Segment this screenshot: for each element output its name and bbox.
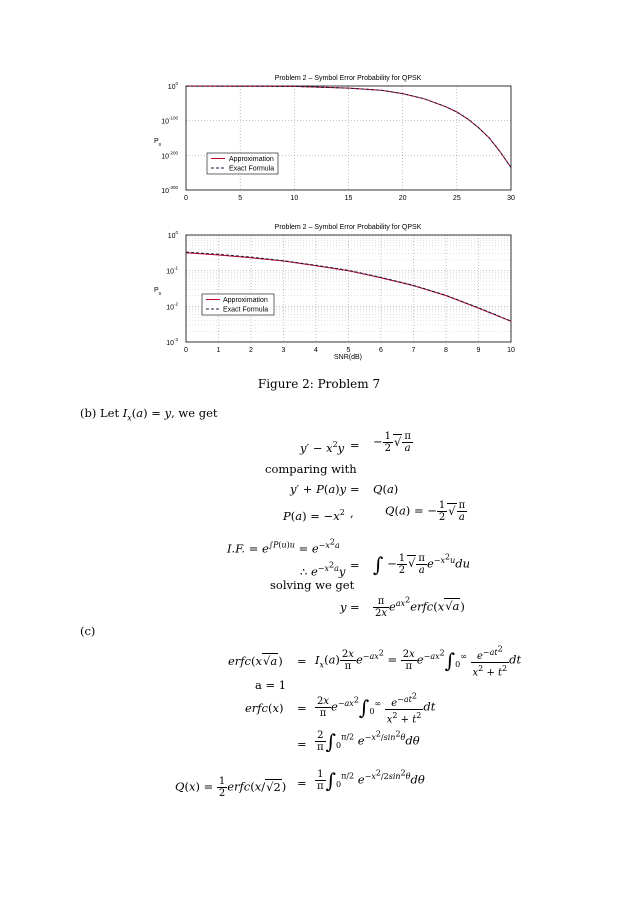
eq-c3-eq: =: [297, 701, 307, 715]
y-tick-label: $10^{-2}$: [166, 301, 178, 312]
eq-b4-if: I.F. = $e^{\int P(u)u} = e^{-x^2a}$: [227, 537, 340, 556]
eq-b1-eq: =: [350, 438, 360, 452]
y-tick-label: $10^{-100}$: [161, 115, 178, 126]
eq-c1-eq: =: [297, 654, 307, 668]
y-tick-label: $10^{-1}$: [166, 265, 178, 276]
eq-b6-rhs: $\frac{\pi}{2x}$ $e^{ax^2}erfc(x√a)$: [375, 595, 465, 619]
eq-b5-eq: =: [350, 558, 360, 572]
eq-c5-lhs: Q(x) = $\frac{1}{2}$ erfc(x/√2): [175, 776, 287, 799]
eq-b3-lhs: $P(a) = -x^2$: [283, 508, 345, 523]
x-tick-label: 3: [281, 347, 286, 354]
eq-b2-eq: =: [350, 482, 360, 496]
chart-top-x-ticks: [184, 195, 515, 202]
part-c-label: (c): [80, 624, 96, 638]
y-tick-label: $10^0$: [167, 81, 178, 91]
x-tick-label: 6: [379, 347, 383, 354]
legend-label-approximation: Approximation: [223, 297, 268, 304]
eq-c4-rhs: $\frac{2}{\pi}$ $\int_0^{\pi/2}$ $e^{-x^2/sin^2\theta}d\theta$: [317, 729, 420, 754]
y-tick-label: $10^{-3}$: [166, 337, 178, 347]
eq-c2: a = 1: [255, 678, 287, 692]
x-tick-label: 4: [314, 347, 318, 354]
chart-bottom-ylabel: $P_s$: [154, 287, 162, 297]
x-tick-label: 25: [452, 195, 461, 202]
eq-b2-rhs: Q(a): [373, 482, 399, 496]
chart-top-grid: [186, 86, 511, 190]
eq-c4-eq: =: [297, 737, 307, 751]
chart-bottom-x-ticks: [184, 347, 515, 354]
eq-c3-rhs: $\frac{2x}{\pi}$ $e^{-ax^2}\int_0^\infty$ $\frac{e^{-at^2}}{x^2 + t^2}$ dt: [317, 691, 436, 726]
x-tick-label: 2: [249, 347, 253, 354]
x-tick-label: 30: [507, 195, 515, 202]
eq-c1-lhs: erfc(x√a): [228, 654, 283, 668]
chart-top-y-ticks: [161, 81, 178, 195]
x-tick-label: 15: [344, 195, 353, 202]
chart-top-legend: [207, 153, 278, 174]
eq-b3-comma: ,: [350, 506, 354, 520]
eq-c3-lhs: erfc(x): [245, 701, 284, 715]
chart-bottom-grid: [186, 235, 511, 342]
eq-b6-eq: =: [350, 600, 360, 614]
chart-top-title: Problem 2 – Symbol Error Probability for QPSK: [274, 75, 422, 82]
eq-b5-lhs: ∴ $e^{-x^2a}y$: [300, 560, 346, 579]
part-b-intro: (b) Let $I_x(a) = y$, we get: [80, 406, 218, 423]
eq-b5-rhs: ∫ − $\frac{1}{2}$ √ $\frac{\pi}{a}$ $e^{-x^2u}du$: [373, 552, 471, 577]
y-tick-label: $10^{-200}$: [161, 150, 178, 161]
eq-c5-rhs: $\frac{1}{\pi}$ $\int_0^{\pi/2}$ $e^{-x^2/2sin^2\theta}d\theta$: [317, 768, 425, 793]
eq-b2-lhs: y′ + P(a)y: [290, 482, 347, 496]
legend-label-exact: Exact Formula: [229, 165, 275, 173]
text-solving: solving we get: [270, 578, 355, 592]
y-tick-label: $10^{-300}$: [161, 185, 178, 195]
chart-bottom-title: Problem 2 – Symbol Error Probability for QPSK: [274, 224, 422, 231]
figure-caption: Figure 2: Problem 7: [257, 377, 381, 391]
x-tick-label: 8: [444, 347, 448, 354]
chart-top-ylabel: $P_s$: [154, 138, 162, 148]
eq-b6-lhs: y: [340, 600, 347, 614]
chart-bottom-xlabel: SNR(dB): [333, 354, 363, 361]
text-comparing-with: comparing with: [265, 462, 357, 476]
chart-bottom-legend: [202, 294, 274, 315]
eq-c5-eq: =: [297, 776, 307, 790]
x-tick-label: 20: [398, 195, 407, 202]
x-tick-label: 7: [411, 347, 416, 354]
eq-b1-rhs: − $\frac{1}{2}$ √ $\frac{\pi}{a}$: [373, 431, 411, 454]
x-tick-label: 1: [216, 347, 221, 354]
x-tick-label: 0: [184, 195, 188, 202]
chart-bottom: [0, 210, 638, 370]
eq-b1-lhs: $y' - x^2y$: [300, 440, 345, 455]
x-tick-label: 5: [238, 195, 243, 202]
eq-c1-rhs: $I_x(a)$ $\frac{2x}{\pi}$ $e^{-ax^2}$ = $\frac{2x}{\pi}$ $e^{-ax^2}\int_0^\infty$ $\frac{e^{-at^2}}{x^2 + t^2}$ dt: [315, 644, 522, 679]
y-tick-label: $10^0$: [167, 230, 178, 240]
legend-label-exact: Exact Formula: [223, 306, 269, 314]
eq-b3-rhs: Q(a) = − $\frac{1}{2}$ √ $\frac{\pi}{a}$: [385, 500, 466, 523]
x-tick-label: 0: [184, 347, 188, 354]
chart-top: [0, 0, 638, 210]
x-tick-label: 9: [476, 347, 481, 354]
x-tick-label: 5: [346, 347, 351, 354]
x-tick-label: 10: [507, 347, 515, 354]
chart-bottom-y-ticks: [166, 230, 178, 347]
legend-label-approximation: Approximation: [229, 156, 274, 163]
x-tick-label: 10: [290, 195, 299, 202]
